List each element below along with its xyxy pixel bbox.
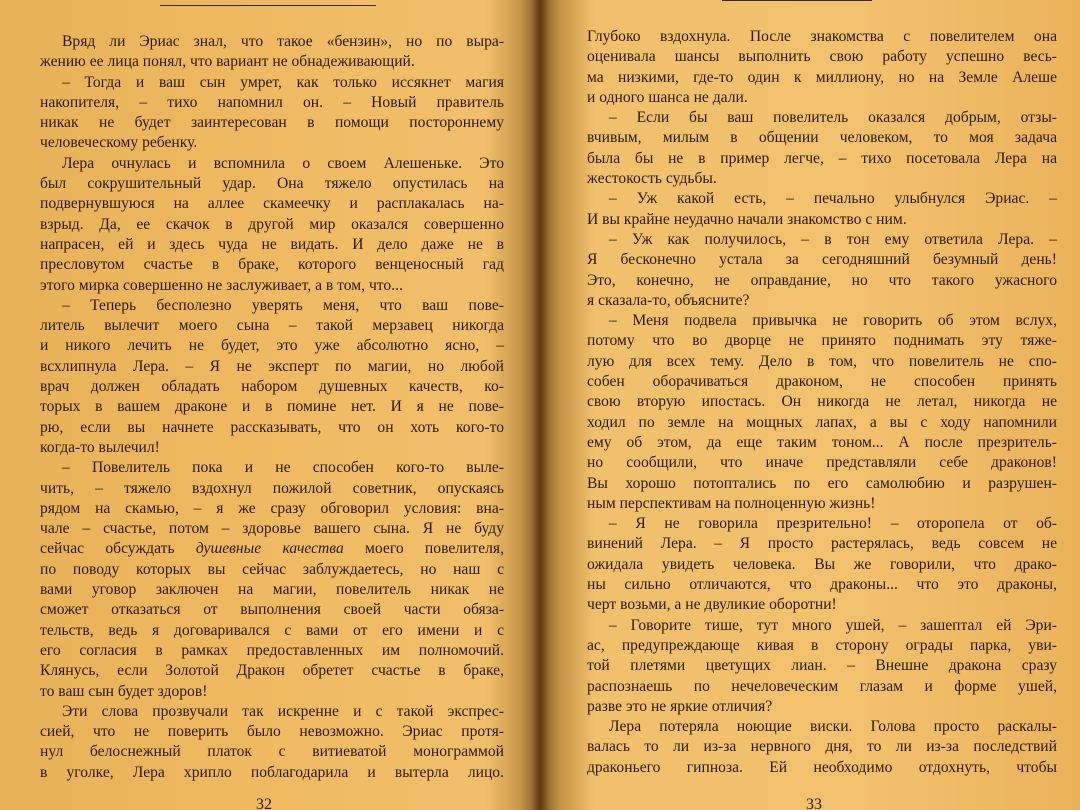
text-line: – Говорите тише, тут много ушей, – зашептал ей Эри- <box>609 616 1057 634</box>
text-line: ны сильно отличаются, что драконы... что это драконы, <box>587 576 1057 594</box>
text-line: той плетями цветущих лиан. – Внешне дракона сразу <box>587 657 1057 675</box>
text-line: жестокость судьбы. <box>587 170 717 188</box>
text-line: разве это не яркие отличия? <box>587 697 773 715</box>
text-line: подвернувшуюся на аллее скамеечку и расплакалась на- <box>40 195 504 213</box>
text-line: по поводу которых вы сейчас заблуждаетесь, но наш с <box>40 560 504 578</box>
text-line: ожидала увидеть человека. Вы же говорили, что драко- <box>587 555 1057 573</box>
header-rule <box>722 0 872 1</box>
text-line: человеческому ребенку. <box>40 134 198 152</box>
text-line: – Уж как получилось, – в тон ему ответила Лера. – <box>609 230 1057 248</box>
text-line: распознаешь по нечеловеческим глазам и форме ушей, <box>587 677 1057 695</box>
page-number: 32 <box>256 796 272 810</box>
text-line: – Теперь бесполезно уверять меня, что ваш пове- <box>62 296 504 314</box>
text-line: и никого лечить не будет, это уже абсолютно ясно, – <box>40 337 504 355</box>
text-line: этого мирка совершенно не заслуживает, а в том, что... <box>40 276 403 294</box>
text-line: – Тогда и ваш сын умрет, как только иссякнет магия <box>62 73 504 91</box>
text-line: потому что во дворце не принято поднимать эту тяже- <box>587 332 1057 350</box>
text-line: Это, конечно, не оправдание, но что такого ужасного <box>587 271 1057 289</box>
text-line: его согласия в рамках предоставленных им полномочий. <box>40 641 504 659</box>
text-line: накопителя, – тихо напомнил он. – Новый правитель <box>40 93 504 111</box>
text-line: свою вторую ипостась. Он никогда не летал, никогда не <box>587 393 1057 411</box>
text-line: рю, если вы начнете рассказывать, что он хоть кого-то <box>40 418 504 436</box>
text-line: – Повелитель пока и не способен кого-то выле- <box>62 459 504 477</box>
text-line: оценивала шансы выполнить свою работу успешно весь- <box>587 48 1057 66</box>
text-line: чить, – тяжело вздохнул пожилой советник, опускаясь <box>40 479 504 497</box>
text-line: драконьего гипноза. Ей необходимо отдохнуть, чтобы <box>587 758 1057 776</box>
text-line: и одного шанса не дали. <box>587 88 748 106</box>
text-line: Глубоко вздохнула. После знакомства с повелителем она <box>587 28 1057 45</box>
text-line: то ваш сын будет здоров! <box>40 682 208 700</box>
text-line: Лера очнулась и вспомнила о своем Алешеньке. Это <box>62 154 504 172</box>
text-line: рядом на скамью, – я же сразу обговорил условия: вна- <box>40 499 504 517</box>
text-line: – Я не говорила презрительно! – оторопела от об- <box>609 515 1057 533</box>
text-line: пресловутом счастье в браке, которого венценосный гад <box>40 256 504 274</box>
text-line: И вы крайне неудачно начали знакомство с ним. <box>587 210 907 228</box>
text-line: собен оборачиваться драконом, не способен принять <box>587 373 1057 391</box>
text-line: Клянусь, если Золотой Дракон обретет счастье в браке, <box>40 662 504 680</box>
text-line: литель вылечит моего сына – такой мерзавец никогда <box>40 317 504 335</box>
text-line: всхлипнула Лера. – Я не эксперт по магии, но любой <box>40 357 504 375</box>
text-line: жению ее лица понял, что вариант не обнадеживающий. <box>40 53 415 71</box>
text-line: торых в вашем драконе и в помине нет. И я не пове- <box>40 398 504 416</box>
text-line: тельств, ведь я договаривался с вами от его имени и с <box>40 621 504 639</box>
left-page <box>0 0 538 810</box>
text-line: Вряд ли Эриас знал, что такое «бензин», но по выра- <box>62 33 504 50</box>
text-line: лую для всех тему. Дело в том, что повелитель не спо- <box>587 352 1057 370</box>
text-line: сейчас обсуждать душевные качества моего повелителя, <box>40 540 504 558</box>
right-page-text <box>587 27 1057 778</box>
right-page <box>542 0 1080 810</box>
text-line: сможет отказаться от выполнения своей части обяза- <box>40 601 504 619</box>
text-line: никак не будет заинтересован в помощи постороннему <box>40 114 504 132</box>
text-line: ходил по земле на мощных лапах, а вы с ходу напомнили <box>587 413 1057 431</box>
text-line: – Уж какой есть, – печально улыбнулся Эриас. – <box>609 190 1057 208</box>
text-line: ас, предупреждающе кивая в сторону ограды парка, уви- <box>587 636 1057 654</box>
text-line: Вы хорошо потоптались по его самолюбию и разрушен- <box>587 474 1057 492</box>
text-line: чале – счастье, потом – здоровье вашего сына. Я не буду <box>40 520 504 538</box>
text-line: Я бесконечно устала за сегодняшний безумный день! <box>587 251 1057 269</box>
text-line: Лера потеряла ноющие виски. Голова просто раскалы- <box>609 718 1057 736</box>
text-line: – Если бы ваш повелитель оказался добрым, отзы- <box>609 109 1057 127</box>
text-line: черт возьми, а не двуликие оборотни! <box>587 596 837 614</box>
text-line: врач должен обладать набором душевных качеств, ко- <box>40 378 504 396</box>
text-line: когда-то вылечил! <box>40 438 160 456</box>
text-line: ным перспективам на полноценную жизнь! <box>587 494 876 512</box>
text-line: но сообщили, что иначе представляли себе драконов! <box>587 454 1057 472</box>
text-line: была бы не в пример легче, – тихо посетовала Лера на <box>587 149 1057 167</box>
text-line: напрасен, ей и здесь чуда не видать. И дело даже не в <box>40 235 504 253</box>
text-line: валась то ли из-за нервного дня, то ли из-за последствий <box>587 738 1057 756</box>
text-line: сией, что не поверить было невозможно. Эриас протя- <box>40 723 504 741</box>
text-line: Эти слова прозвучали так искренне и с такой экспрес- <box>62 702 504 720</box>
text-line: вами уговор заключен на магии, повелитель никак не <box>40 581 504 599</box>
text-line: был сокрушительный удар. Она тяжело опустилась на <box>40 175 504 193</box>
text-line: ему об этом, да еще таким тоном... А после презритель- <box>587 433 1057 451</box>
text-line: нул белоснежный платок с витиеватой монограммой <box>40 743 504 761</box>
text-line: в уголке, Лера хрипло поблагодарила и вытерла лицо. <box>40 763 504 781</box>
text-line: ма низкими, где-то один к миллиону, но на Земле Алеше <box>587 68 1057 86</box>
text-line: винений Лера. – Я просто растерялась, ведь совсем не <box>587 535 1057 553</box>
text-line: взрыд. Да, ее скачок в другой мир оказался совершенно <box>40 215 504 233</box>
left-page-text <box>40 32 504 783</box>
header-rule <box>160 5 376 6</box>
text-line: – Меня подвела привычка не говорить об этом вслух, <box>609 312 1057 330</box>
page-number: 33 <box>806 796 822 810</box>
italic-phrase: душевные качества <box>195 540 344 558</box>
text-line: я сказала-то, объясните? <box>587 291 750 309</box>
text-line: вчивым, милым в общении человеком, то моя задача <box>587 129 1057 147</box>
